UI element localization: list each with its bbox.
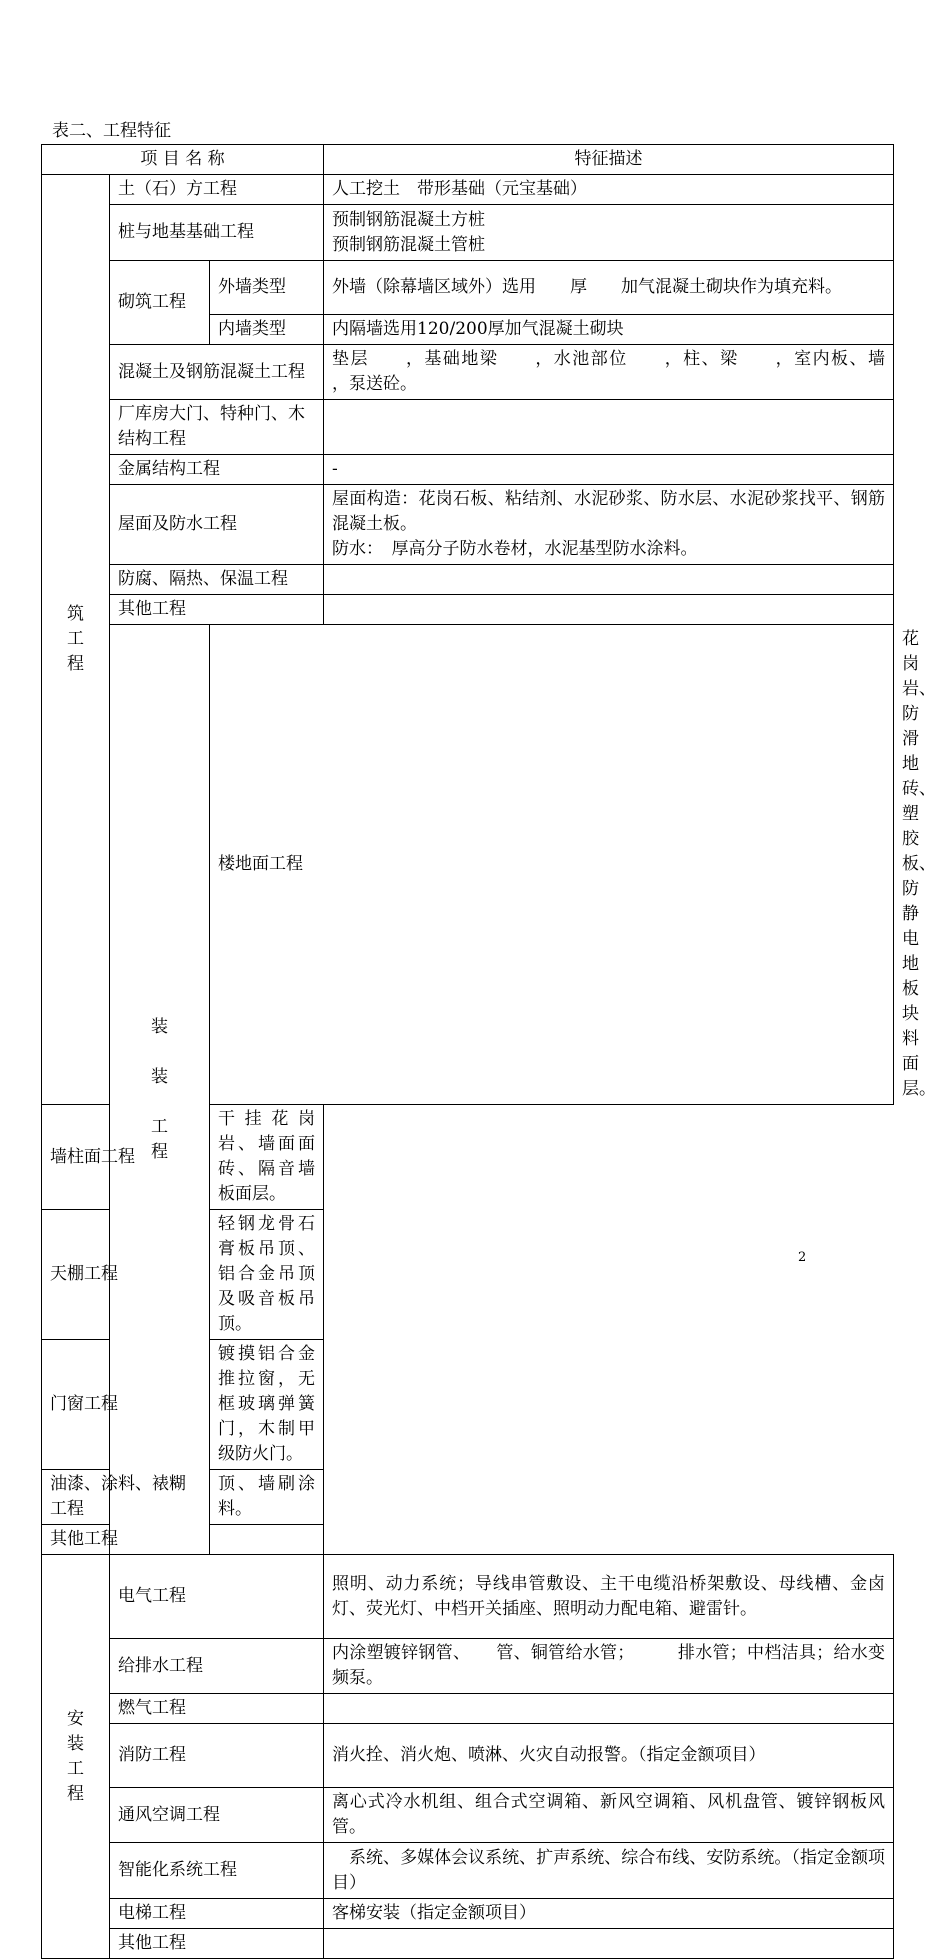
row-name: 墙柱面工程 xyxy=(42,1105,210,1210)
row-name: 油漆、涂料、裱糊工程 xyxy=(42,1470,210,1525)
row-name: 燃气工程 xyxy=(110,1694,324,1724)
table-row xyxy=(42,1899,894,1929)
row-name: 楼地面工程 xyxy=(210,625,894,1105)
row-desc: 离心式冷水机组、组合式空调箱、新风空调箱、风机盘管、镀锌钢板风管。 xyxy=(324,1788,894,1843)
table-row xyxy=(42,455,894,485)
page-number: 2 xyxy=(798,1250,807,1265)
header-item-name: 项 目 名 称 xyxy=(42,145,324,175)
row-desc xyxy=(324,400,894,455)
row-desc xyxy=(324,565,894,595)
row-name: 其他工程 xyxy=(110,1929,324,1959)
row-name: 桩与地基基础工程 xyxy=(110,205,324,261)
table-caption: 表二、工程特征 xyxy=(52,121,171,141)
table-row xyxy=(42,1210,894,1340)
row-name: 土（石）方工程 xyxy=(110,175,324,205)
table-row xyxy=(42,1525,894,1555)
group-label-construction: 筑工程 xyxy=(42,175,110,1105)
row-desc: - xyxy=(324,455,894,485)
group-label-decoration: 装 装 工程 xyxy=(110,625,210,1555)
row-desc: 镀摸铝合金推拉窗，无框玻璃弹簧门，木制甲级防火门。 xyxy=(210,1340,324,1470)
row-name: 厂库房大门、特种门、木结构工程 xyxy=(110,400,324,455)
row-desc: 客梯安装（指定金额项目） xyxy=(324,1899,894,1929)
table-row xyxy=(42,565,894,595)
row-name: 砌筑工程 xyxy=(110,261,210,345)
header-row xyxy=(42,145,894,175)
row-desc: 干挂花岗岩、墙面面砖、隔音墙板面层。 xyxy=(210,1105,324,1210)
group-label-installation: 安装工程 xyxy=(42,1555,110,1959)
row-name: 消防工程 xyxy=(110,1724,324,1788)
row-desc: 消火拴、消火炮、喷淋、火灾自动报警。（指定金额项目） xyxy=(324,1724,894,1788)
table-row xyxy=(42,1843,894,1899)
row-name: 智能化系统工程 xyxy=(110,1843,324,1899)
row-desc: 外墙（除幕墙区域外）选用 厚 加气混凝土砌块作为填充料。 xyxy=(324,261,894,315)
table-row xyxy=(42,345,894,400)
row-name: 电气工程 xyxy=(110,1555,324,1639)
table-row xyxy=(42,1555,894,1639)
table-row xyxy=(42,1929,894,1959)
table-row xyxy=(42,1788,894,1843)
table-row xyxy=(42,1340,894,1470)
row-name: 金属结构工程 xyxy=(110,455,324,485)
row-desc: 照明、动力系统；导线串管敷设、主干电缆沿桥架敷设、母线槽、金卤灯、荧光灯、中档开关插座、照明动力配电箱、避雷针。 xyxy=(324,1555,894,1639)
row-desc: 预制钢筋混凝土方桩 预制钢筋混凝土管桩 xyxy=(324,205,894,261)
row-name: 混凝土及钢筋混凝土工程 xyxy=(110,345,324,400)
row-name: 门窗工程 xyxy=(42,1340,210,1470)
row-desc: 内隔墙选用120/200厚加气混凝土砌块 xyxy=(324,315,894,345)
table-row xyxy=(42,1724,894,1788)
row-name: 防腐、隔热、保温工程 xyxy=(110,565,324,595)
table-row: 装 装 工程 楼地面工程 花岗岩、防滑地砖、塑胶板、防静电地板块料面层。 xyxy=(42,625,894,1105)
table-row xyxy=(42,1694,894,1724)
row-name: 通风空调工程 xyxy=(110,1788,324,1843)
row-name: 其他工程 xyxy=(42,1525,210,1555)
header-feature: 特征描述 xyxy=(324,145,894,175)
engineering-features-table xyxy=(41,144,937,1959)
row-desc xyxy=(324,1694,894,1724)
table-row xyxy=(42,595,894,625)
row-desc: 人工挖土 带形基础（元宝基础） xyxy=(324,175,894,205)
row-name: 屋面及防水工程 xyxy=(110,485,324,565)
table-row xyxy=(42,485,894,565)
row-desc xyxy=(210,1525,324,1555)
row-desc xyxy=(324,1929,894,1959)
row-desc: 轻钢龙骨石膏板吊顶、铝合金吊顶及吸音板吊顶。 xyxy=(210,1210,324,1340)
row-subname: 内墙类型 xyxy=(210,315,324,345)
table-row xyxy=(42,1639,894,1694)
table-row xyxy=(42,261,894,315)
row-desc: 顶、墙刷涂料。 xyxy=(210,1470,324,1525)
row-name: 天棚工程 xyxy=(42,1210,210,1340)
row-name: 电梯工程 xyxy=(110,1899,324,1929)
table-row xyxy=(42,1470,894,1525)
row-name: 其他工程 xyxy=(110,595,324,625)
table-row xyxy=(42,175,894,205)
row-name: 给排水工程 xyxy=(110,1639,324,1694)
table-row xyxy=(42,205,894,261)
row-desc: 垫层 ，基础地梁 ，水池部位 ，柱、梁 ，室内板、墙 ，泵送砼。 xyxy=(324,345,894,400)
row-desc: 屋面构造：花岗石板、粘结剂、水泥砂浆、防水层、水泥砂浆找平、钢筋混凝土板。 防水： 厚高分子防水卷材，水泥基型防水涂料。 xyxy=(324,485,894,565)
row-desc: 内涂塑镀锌钢管、 管、铜管给水管； 排水管；中档洁具；给水变频泵。 xyxy=(324,1639,894,1694)
row-desc: 系统、多媒体会议系统、扩声系统、综合布线、安防系统。（指定金额项目） xyxy=(324,1843,894,1899)
row-desc xyxy=(324,595,894,625)
row-subname: 外墙类型 xyxy=(210,261,324,315)
table-row xyxy=(42,400,894,455)
